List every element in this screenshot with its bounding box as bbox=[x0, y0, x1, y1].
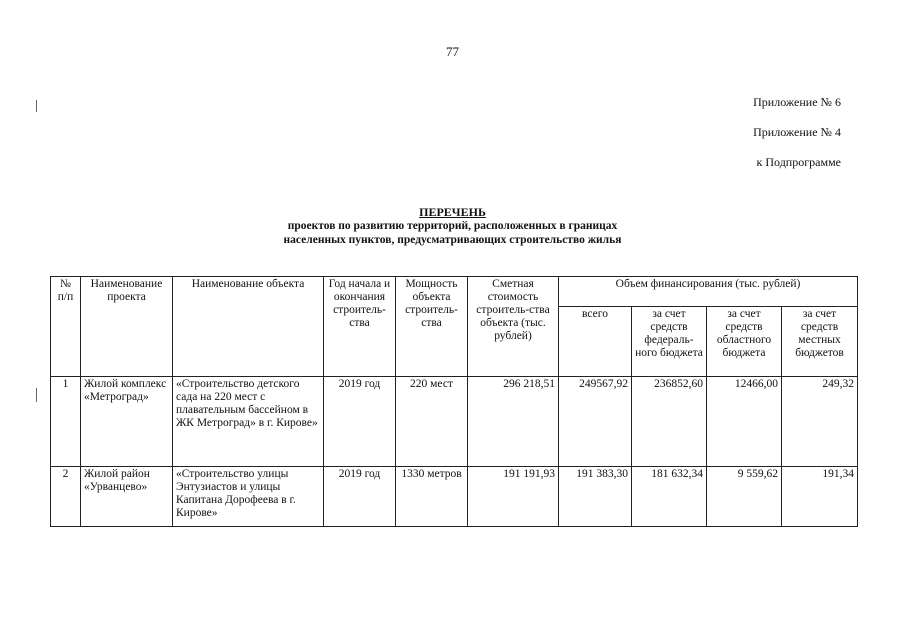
title-line-2: населенных пунктов, предусматривающих строительство жилья bbox=[283, 234, 622, 246]
margin-mark bbox=[36, 388, 37, 402]
cell-project: Жилой комплекс «Метроград» bbox=[81, 377, 173, 467]
header-federal: за счет средств федераль-ного бюджета bbox=[632, 307, 707, 377]
title-line-1: проектов по развитию территорий, расположенных в границах bbox=[287, 220, 618, 232]
header-regional: за счет средств областного бюджета bbox=[707, 307, 782, 377]
cell-federal: 236852,60 bbox=[632, 377, 707, 467]
header-cost: Сметная стоимость строитель-ства объекта (тыс. рублей) bbox=[468, 277, 559, 377]
cell-capacity: 220 мест bbox=[396, 377, 468, 467]
header-local: за счет средств местных бюджетов bbox=[782, 307, 858, 377]
header-num: № п/п bbox=[51, 277, 81, 377]
table-row bbox=[51, 377, 858, 467]
cell-regional: 12466,00 bbox=[707, 377, 782, 467]
header-project: Наименование проекта bbox=[81, 277, 173, 377]
title-main: ПЕРЕЧЕНЬ bbox=[419, 205, 486, 219]
cell-total: 249567,92 bbox=[559, 377, 632, 467]
appendix-line-3: к Подпрограмме bbox=[756, 155, 841, 169]
header-total: всего bbox=[559, 307, 632, 377]
header-funding: Объем финансирования (тыс. рублей) bbox=[559, 277, 858, 307]
header-capacity: Мощность объекта строитель-ства bbox=[396, 277, 468, 377]
margin-mark bbox=[36, 100, 37, 112]
cell-years: 2019 год bbox=[324, 377, 396, 467]
header-years: Год начала и окончания строитель-ства bbox=[324, 277, 396, 377]
cell-cost: 191 191,93 bbox=[468, 467, 559, 527]
cell-num: 2 bbox=[51, 467, 81, 527]
document-title bbox=[0, 205, 905, 247]
cell-federal: 181 632,34 bbox=[632, 467, 707, 527]
table-row bbox=[51, 467, 858, 527]
cell-years: 2019 год bbox=[324, 467, 396, 527]
cell-cost: 296 218,51 bbox=[468, 377, 559, 467]
header-object: Наименование объекта bbox=[173, 277, 324, 377]
projects-table bbox=[50, 276, 858, 527]
cell-capacity: 1330 метров bbox=[396, 467, 468, 527]
cell-object: «Строительство детского сада на 220 мест с плавательным бассейном в ЖК Метроград» в г. Кирове» bbox=[173, 377, 324, 467]
cell-regional: 9 559,62 bbox=[707, 467, 782, 527]
page-number: 77 bbox=[446, 44, 459, 59]
cell-local: 249,32 bbox=[782, 377, 858, 467]
appendix-line-1: Приложение № 6 bbox=[753, 95, 841, 109]
appendix-line-2: Приложение № 4 bbox=[753, 125, 841, 139]
cell-project: Жилой район «Урванцево» bbox=[81, 467, 173, 527]
cell-local: 191,34 bbox=[782, 467, 858, 527]
cell-object: «Строительство улицы Энтузиастов и улицы Капитана Дорофеева в г. Кирове» bbox=[173, 467, 324, 527]
cell-num: 1 bbox=[51, 377, 81, 467]
cell-total: 191 383,30 bbox=[559, 467, 632, 527]
